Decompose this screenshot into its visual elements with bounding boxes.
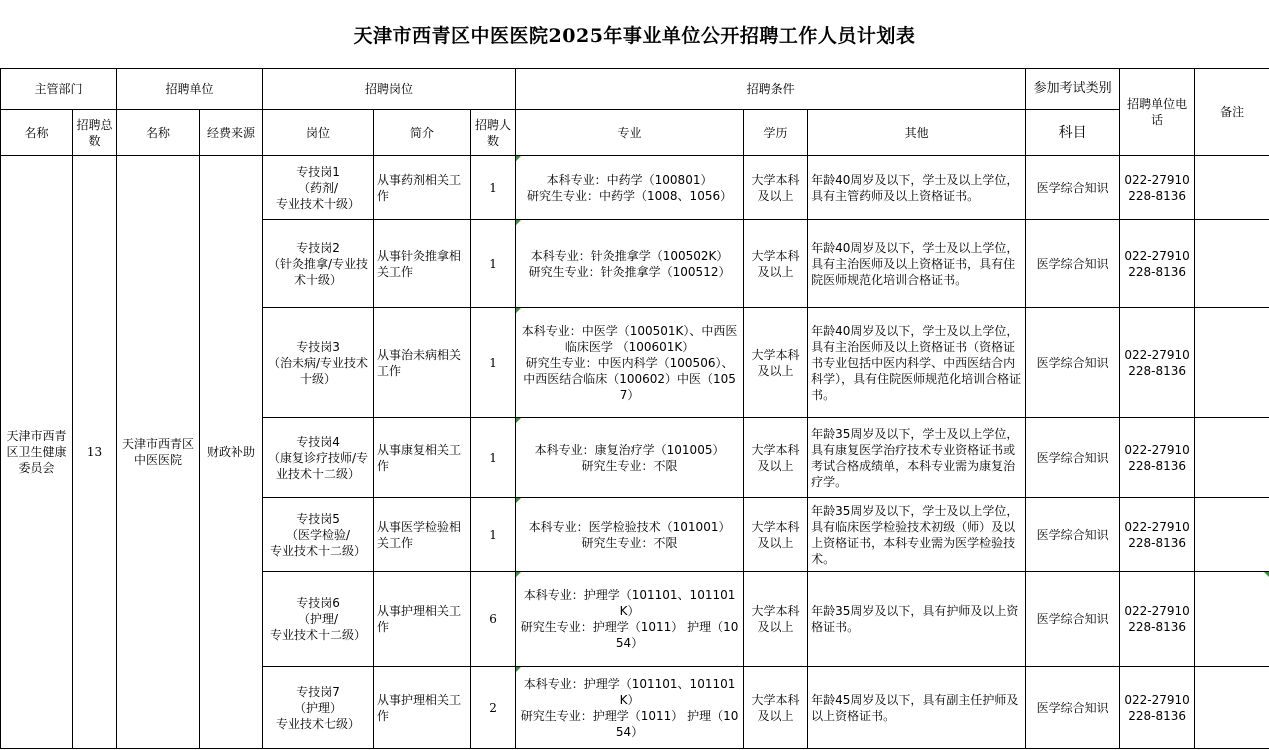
major-cell: 本科专业：中医学（100501K）、中西医临床医学 （100601K） 研究生专业：中医内科学（100506）、 中西医结合临床（100602）中医（1057） (516, 308, 744, 418)
total-count-cell: 13 (73, 156, 117, 749)
count-cell: 1 (471, 308, 516, 418)
count-cell: 6 (471, 572, 516, 667)
count-cell: 2 (471, 667, 516, 749)
recruitment-plan-table (0, 68, 1269, 749)
header-phone: 招聘单位电话 (1120, 69, 1195, 156)
note-cell (1195, 308, 1269, 418)
note-cell (1195, 418, 1269, 498)
note-cell (1195, 220, 1269, 308)
other-cell: 年龄45周岁及以下，具有副主任护师及以上资格证书。 (808, 667, 1026, 749)
header-dept-total: 招聘总数 (73, 110, 117, 156)
education-cell: 大学本科及以上 (744, 156, 808, 220)
post-cell: 专技岗3 （治未病/专业技术十级） (263, 308, 374, 418)
header-exam-group: 参加考试类别 (1026, 69, 1120, 110)
education-cell: 大学本科及以上 (744, 418, 808, 498)
header-dept-group: 主管部门 (1, 69, 117, 110)
other-cell: 年龄40周岁及以下，学士及以上学位，具有主治医师及以上资格证书（资格证书专业包括中医内科学、中西医结合内科学），具有住院医师规范化培训合格证书。 (808, 308, 1026, 418)
major-cell: 本科专业：医学检验技术（101001） 研究生专业：不限 (516, 498, 744, 572)
header-intro: 简介 (374, 110, 471, 156)
note-cell (1195, 156, 1269, 220)
fund-source-cell: 财政补助 (200, 156, 263, 749)
post-cell: 专技岗1 （药剂/ 专业技术十级） (263, 156, 374, 220)
note-cell (1195, 498, 1269, 572)
intro-cell: 从事康复相关工作 (374, 418, 471, 498)
other-cell: 年龄35周岁及以下，学士及以上学位，具有临床医学检验技术初级（师）及以上资格证书，本科专业需为医学检验技术。 (808, 498, 1026, 572)
subject-cell: 医学综合知识 (1026, 418, 1120, 498)
phone-cell: 022-27910228-8136 (1120, 498, 1195, 572)
phone-cell: 022-27910228-8136 (1120, 308, 1195, 418)
major-cell: 本科专业：康复治疗学（101005） 研究生专业：不限 (516, 418, 744, 498)
education-cell: 大学本科及以上 (744, 220, 808, 308)
header-row (1, 110, 1269, 156)
intro-cell: 从事针灸推拿相关工作 (374, 220, 471, 308)
subject-cell: 医学综合知识 (1026, 498, 1120, 572)
count-cell: 1 (471, 220, 516, 308)
header-group-row (1, 69, 1269, 110)
major-cell: 本科专业：护理学（101101、101101K） 研究生专业：护理学（1011） 护理（1054） (516, 572, 744, 667)
page-title: 天津市西青区中医医院2025年事业单位公开招聘工作人员计划表 (353, 24, 916, 47)
education-cell: 大学本科及以上 (744, 308, 808, 418)
major-cell: 本科专业：护理学（101101、101101K） 研究生专业：护理学（1011） 护理（1054） (516, 667, 744, 749)
intro-cell: 从事护理相关工作 (374, 572, 471, 667)
other-cell: 年龄40周岁及以下，学士及以上学位，具有主管药师及以上资格证书。 (808, 156, 1026, 220)
post-cell: 专技岗5 （医学检验/ 专业技术十二级） (263, 498, 374, 572)
header-count: 招聘人数 (471, 110, 516, 156)
other-cell: 年龄35周岁及以下，具有护师及以上资格证书。 (808, 572, 1026, 667)
phone-cell: 022-27910228-8136 (1120, 220, 1195, 308)
subject-cell: 医学综合知识 (1026, 572, 1120, 667)
header-post-group: 招聘岗位 (263, 69, 516, 110)
phone-cell: 022-27910228-8136 (1120, 572, 1195, 667)
intro-cell: 从事治未病相关工作 (374, 308, 471, 418)
education-cell: 大学本科及以上 (744, 572, 808, 667)
phone-cell: 022-27910228-8136 (1120, 418, 1195, 498)
subject-cell: 医学综合知识 (1026, 156, 1120, 220)
major-cell: 本科专业：针灸推拿学（100502K） 研究生专业：针灸推拿学（100512） (516, 220, 744, 308)
note-cell (1195, 572, 1269, 667)
subject-cell: 医学综合知识 (1026, 667, 1120, 749)
header-condition-group: 招聘条件 (516, 69, 1026, 110)
header-note: 备注 (1195, 69, 1269, 156)
intro-cell: 从事医学检验相关工作 (374, 498, 471, 572)
note-cell (1195, 667, 1269, 749)
post-cell: 专技岗4 （康复诊疗技师/专业技术十二级） (263, 418, 374, 498)
post-cell: 专技岗7 （护理） 专业技术七级） (263, 667, 374, 749)
other-cell: 年龄40周岁及以下，学士及以上学位，具有主治医师及以上资格证书，具有住院医师规范化培训合格证书。 (808, 220, 1026, 308)
header-other: 其他 (808, 110, 1026, 156)
header-unit-name: 名称 (117, 110, 200, 156)
education-cell: 大学本科及以上 (744, 498, 808, 572)
count-cell: 1 (471, 418, 516, 498)
subject-cell: 医学综合知识 (1026, 308, 1120, 418)
post-cell: 专技岗6 （护理/ 专业技术十二级） (263, 572, 374, 667)
table-row (1, 156, 1269, 220)
phone-cell: 022-27910228-8136 (1120, 156, 1195, 220)
dept-name-cell: 天津市西青区卫生健康委员会 (1, 156, 73, 749)
count-cell: 1 (471, 156, 516, 220)
header-subject: 科目 (1026, 110, 1120, 156)
intro-cell: 从事药剂相关工作 (374, 156, 471, 220)
count-cell: 1 (471, 498, 516, 572)
header-major: 专业 (516, 110, 744, 156)
major-cell: 本科专业：中药学（100801） 研究生专业：中药学（1008、1056） (516, 156, 744, 220)
other-cell: 年龄35周岁及以下，学士及以上学位，具有康复医学治疗技术专业资格证书或考试合格成绩单，本科专业需为康复治疗学。 (808, 418, 1026, 498)
intro-cell: 从事护理相关工作 (374, 667, 471, 749)
header-dept-name: 名称 (1, 110, 73, 156)
header-education: 学历 (744, 110, 808, 156)
education-cell: 大学本科及以上 (744, 667, 808, 749)
phone-cell: 022-27910228-8136 (1120, 667, 1195, 749)
header-post: 岗位 (263, 110, 374, 156)
subject-cell: 医学综合知识 (1026, 220, 1120, 308)
header-unit-group: 招聘单位 (117, 69, 263, 110)
header-unit-fund: 经费来源 (200, 110, 263, 156)
post-cell: 专技岗2 （针灸推拿/专业技术十级） (263, 220, 374, 308)
unit-name-cell: 天津市西青区中医医院 (117, 156, 200, 749)
